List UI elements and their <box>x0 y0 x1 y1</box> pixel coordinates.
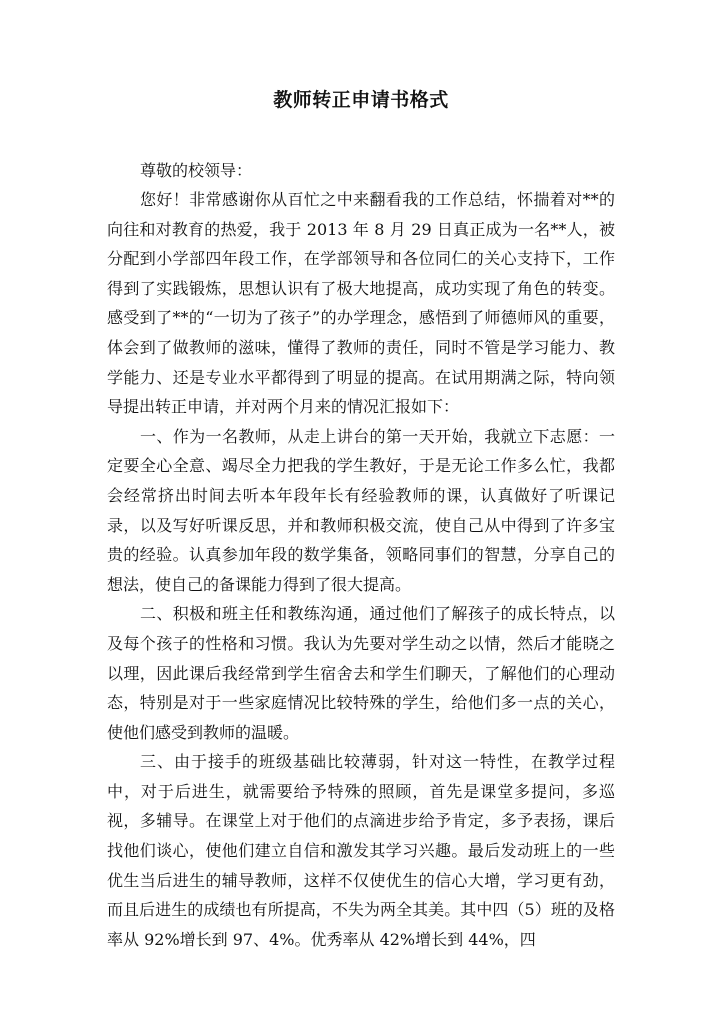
salutation: 尊敬的校领导： <box>140 161 253 180</box>
paragraph-point-one: 一、作为一名教师，从走上讲台的第一天开始，我就立下志愿：一定要全心全意、竭尽全力把我的学生教好，于是无论工作多么忙，我都会经常挤出时间去听本年段年长有经验教师的课，认真做好了听课记录，以及写好听课反思，并和教师积极交流，使自己从中得到了许多宝贵的经验。认真参加年段的数学集备，领略同事们的智慧，分享自己的想法，使自己的备课能力得到了很大提高。 <box>107 426 615 594</box>
paragraph-point-two: 二、积极和班主任和教练沟通，通过他们了解孩子的成长特点，以及每个孩子的性格和习惯。我认为先要对学生动之以情，然后才能晓之以理，因此课后我经常到学生宿舍去和学生们聊天，了解他们的心理动态，特别是对于一些家庭情况比较特殊的学生，给他们多一点的关心，使他们感受到教师的温暖。 <box>107 604 615 742</box>
paragraph-point-three: 三、由于接手的班级基础比较薄弱，针对这一特性，在教学过程中，对于后进生，就需要给予特殊的照顾，首先是课堂多提问，多巡视，多辅导。在课堂上对于他们的点滴进步给予肯定，多予表扬，课后找他们谈心，使他们建立自信和激发其学习兴趣。最后发动班上的一些优生当后进生的辅导教师，这样不仅使优生的信心大增，学习更有劲，而且后进生的成绩也有所提高，不失为两全其美。其中四（5）班的及格率从 92%增长到 97、4%。优秀率从 42%增长到 44%，四 <box>107 752 615 949</box>
document-page <box>107 86 615 954</box>
paragraph-greeting: 您好！非常感谢你从百忙之中来翻看我的工作总结，怀揣着对**的向往和对教育的热爱，我于 2013 年 8 月 29 日真正成为一名**人，被分配到小学部四年段工作，在学部领导和各位同仁的关心支持下，工作得到了实践锻炼，思想认识有了极大地提高，成功实现了角色的转变。感受到了**的“一切为了孩子”的办学理念，感悟到了师德师风的重要，体会到了做教师的滋味，懂得了教师的责任，同时不管是学习能力、教学能力、还是专业水平都得到了明显的提高。在试用期满之际，特向领导提出转正申请，并对两个月来的情况汇报如下： <box>107 190 615 417</box>
document-title: 教师转正申请书格式 <box>273 89 449 111</box>
